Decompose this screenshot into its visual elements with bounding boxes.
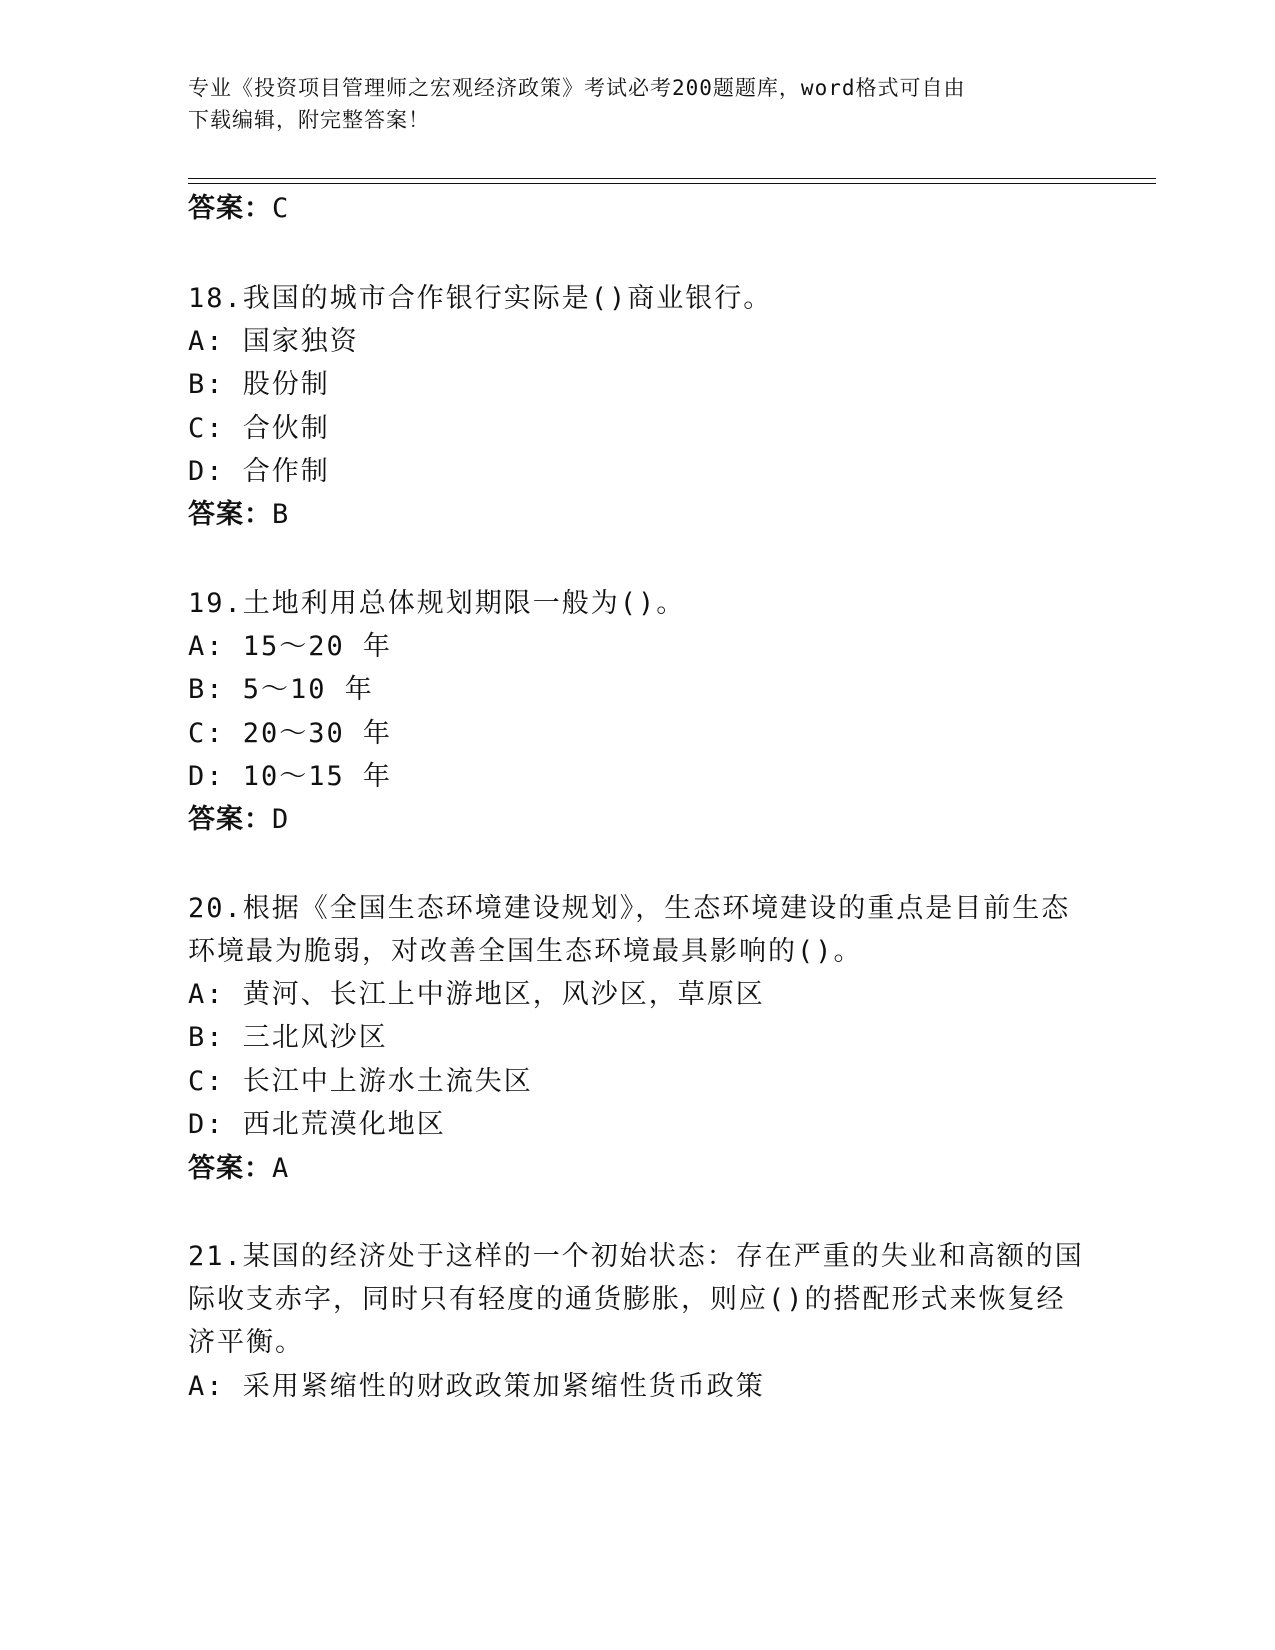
question-18-option-b: B: 股份制 [188, 369, 330, 400]
answer-label: 答案： [188, 804, 272, 835]
question-18-option-c: C: 合伙制 [188, 413, 330, 444]
question-18-option-a: A: 国家独资 [188, 326, 359, 357]
question-19-option-c: C: 20～30 年 [188, 718, 393, 749]
question-20-answer [188, 1152, 290, 1186]
question-21-stem-line-3: 济平衡。 [188, 1327, 304, 1358]
answer-value: D [272, 804, 291, 835]
question-19-option-d: D: 10～15 年 [188, 761, 393, 792]
question-18-answer [188, 498, 290, 532]
question-20-option-a: A: 黄河、长江上中游地区，风沙区，草原区 [188, 979, 765, 1010]
question-19-answer [188, 803, 290, 837]
header-line-1: 专业《投资项目管理师之宏观经济政策》考试必考200题题库，word格式可自由 [188, 76, 966, 100]
question-20-option-c: C: 长江中上游水土流失区 [188, 1066, 533, 1097]
answer-value: C [272, 193, 291, 224]
question-18-stem: 18.我国的城市合作银行实际是()商业银行。 [188, 283, 773, 314]
answer-value: B [272, 499, 291, 530]
header-divider-bottom [188, 183, 1156, 184]
question-18-option-d: D: 合作制 [188, 456, 330, 487]
question-20-option-b: B: 三北风沙区 [188, 1022, 388, 1053]
question-20-stem-line-2: 环境最为脆弱，对改善全国生态环境最具影响的()。 [188, 936, 863, 967]
question-21-stem-line-2: 际收支赤字，同时只有轻度的通货膨胀，则应()的搭配形式来恢复经 [188, 1284, 1066, 1315]
header-line-2: 下载编辑，附完整答案！ [188, 108, 430, 132]
header-divider-top [188, 178, 1156, 179]
question-19-option-a: A: 15～20 年 [188, 631, 393, 662]
question-20-stem-line-1: 20.根据《全国生态环境建设规划》，生态环境建设的重点是目前生态 [188, 893, 1071, 924]
question-19-option-b: B: 5～10 年 [188, 674, 374, 705]
question-21-option-a: A: 采用紧缩性的财政政策加紧缩性货币政策 [188, 1371, 765, 1402]
answer-label: 答案： [188, 193, 272, 224]
answer-label: 答案： [188, 1153, 272, 1184]
prev-answer [188, 192, 290, 226]
question-20-option-d: D: 西北荒漠化地区 [188, 1109, 446, 1140]
question-21-stem-line-1: 21.某国的经济处于这样的一个初始状态：存在严重的失业和高额的国 [188, 1241, 1084, 1272]
document-header [188, 72, 1068, 136]
answer-label: 答案： [188, 499, 272, 530]
answer-value: A [272, 1153, 291, 1184]
question-19-stem: 19.土地利用总体规划期限一般为()。 [188, 588, 686, 619]
